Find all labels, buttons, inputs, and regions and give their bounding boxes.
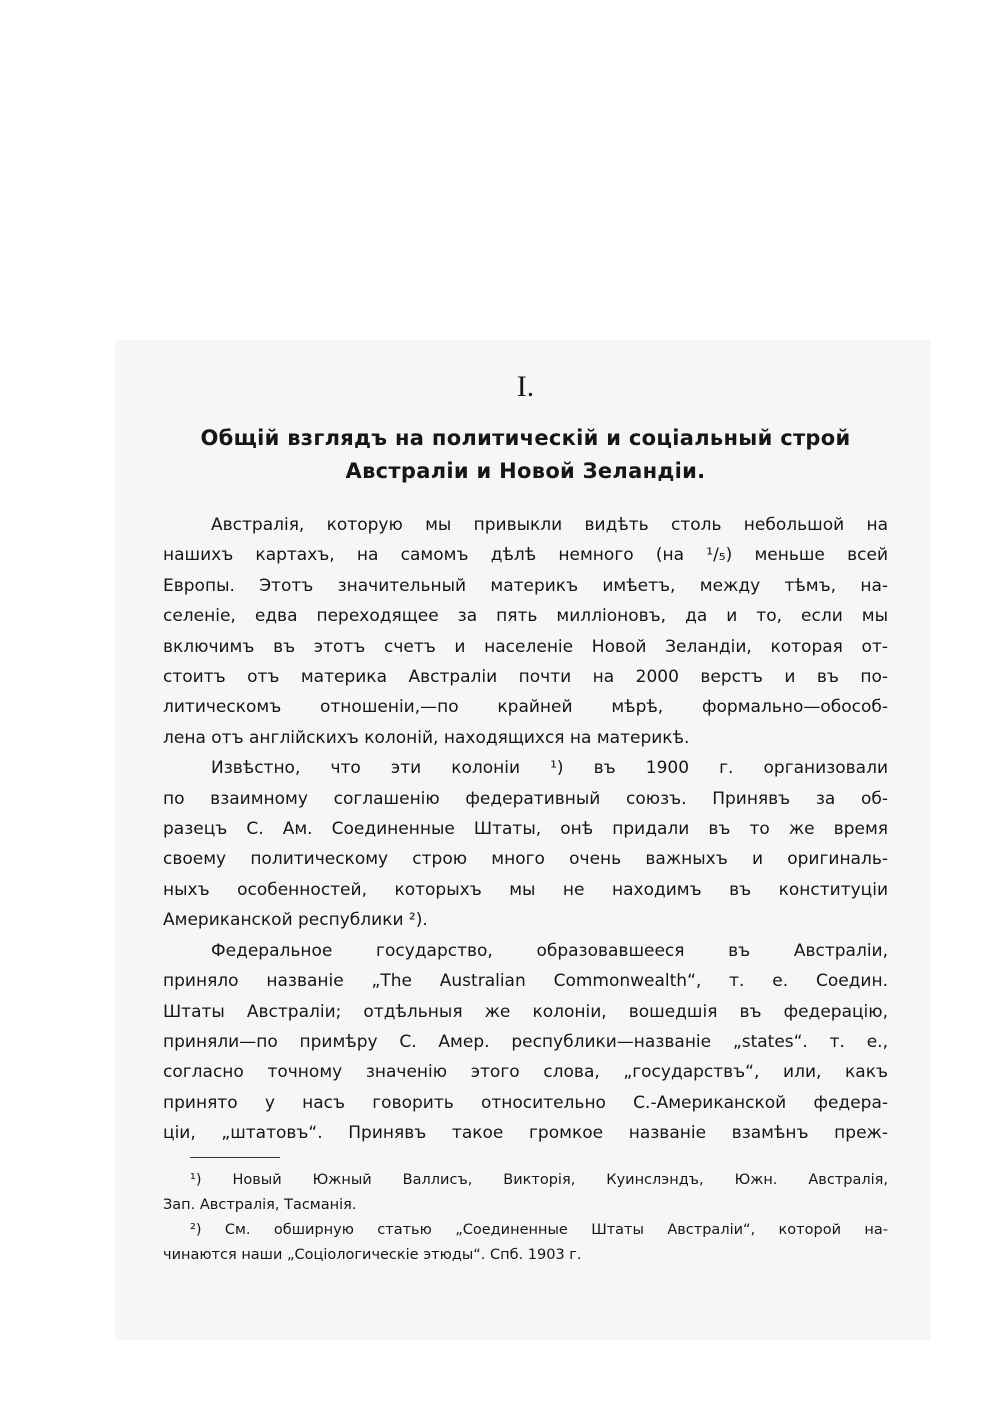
paragraph-1	[163, 510, 888, 753]
chapter-title	[163, 422, 888, 488]
paragraph-3	[163, 936, 888, 1149]
text-line: включимъ въ этотъ счетъ и населеніе Новой Зеландіи, которая от-	[163, 636, 888, 657]
text-line: принято у насъ говорить относительно С.-Американской федера-	[163, 1092, 888, 1113]
footnote-line: ¹) Новый Южный Валлисъ, Викторія, Куинслэндъ, Южн. Австралія,	[190, 1171, 888, 1188]
text-line: ныхъ особенностей, которыхъ мы не находимъ въ конституціи	[163, 879, 888, 900]
text-line: Европы. Этотъ значительный материкъ имѣетъ, между тѣмъ, на-	[163, 575, 888, 596]
footnote-line: ²) См. обширную статью „Соединенные Штаты Австраліи“, которой на-	[190, 1221, 888, 1238]
text-line: своему политическому строю много очень важныхъ и оригиналь-	[163, 849, 888, 870]
text-line: стоитъ отъ материка Австраліи почти на 2000 верстъ и въ по-	[163, 667, 888, 688]
text-line: Штаты Австраліи; отдѣльныя же колоніи, вошедшія въ федерацію,	[163, 1001, 888, 1022]
paragraph-2	[163, 753, 888, 935]
footnotes	[163, 1168, 888, 1268]
footnote-1	[163, 1168, 888, 1218]
text-line: селеніе, едва переходящее за пять милліоновъ, да и то, если мы	[163, 606, 888, 627]
chapter-title-line: Австраліи и Новой Зеландіи.	[345, 459, 706, 483]
text-line: ціи, „штатовъ“. Принявъ такое громкое названіе взамѣнъ преж-	[163, 1123, 888, 1144]
text-line: Американской республики ²).	[163, 910, 428, 931]
text-line: Австралія, которую мы привыкли видѣть столь небольшой на	[211, 515, 888, 535]
chapter-title-line: Общій взглядъ на политическій и соціальный строй	[200, 426, 851, 450]
text-line: Федеральное государство, образовавшееся въ Австраліи,	[211, 940, 888, 961]
text-line: разецъ С. Ам. Соединенные Штаты, онѣ придали въ то же время	[163, 819, 888, 840]
footnote-divider	[190, 1157, 280, 1158]
text-line: согласно точному значенію этого слова, „государствъ“, или, какъ	[163, 1062, 888, 1083]
footnote-line: чинаются наши „Соціологическіе этюды“. Спб. 1903 г.	[163, 1246, 582, 1263]
text-line: литическомъ отношеніи,—по крайней мѣрѣ, формально—обособ-	[163, 697, 888, 718]
text-line: Извѣстно, что эти колоніи ¹) въ 1900 г. организовали	[211, 758, 888, 779]
text-line: лена отъ англійскихъ колоній, находящихся на материкѣ.	[163, 727, 690, 748]
footnote-2	[163, 1218, 888, 1268]
text-line: по взаимному соглашенію федеративный союзъ. Принявъ за об-	[163, 788, 888, 809]
body-text	[163, 510, 888, 1149]
chapter-number: I.	[516, 370, 535, 403]
document-page	[163, 370, 888, 1268]
text-line: приняло названіе „The Australian Commonwealth“, т. е. Соедин.	[163, 971, 888, 992]
text-line: нашихъ картахъ, на самомъ дѣлѣ немного (на ¹/₅) меньше всей	[163, 545, 888, 566]
text-line: приняли—по примѣру С. Амер. республики—названіе „states“. т. е.,	[163, 1031, 888, 1052]
footnote-line: Зап. Австралія, Тасманія.	[163, 1196, 357, 1213]
